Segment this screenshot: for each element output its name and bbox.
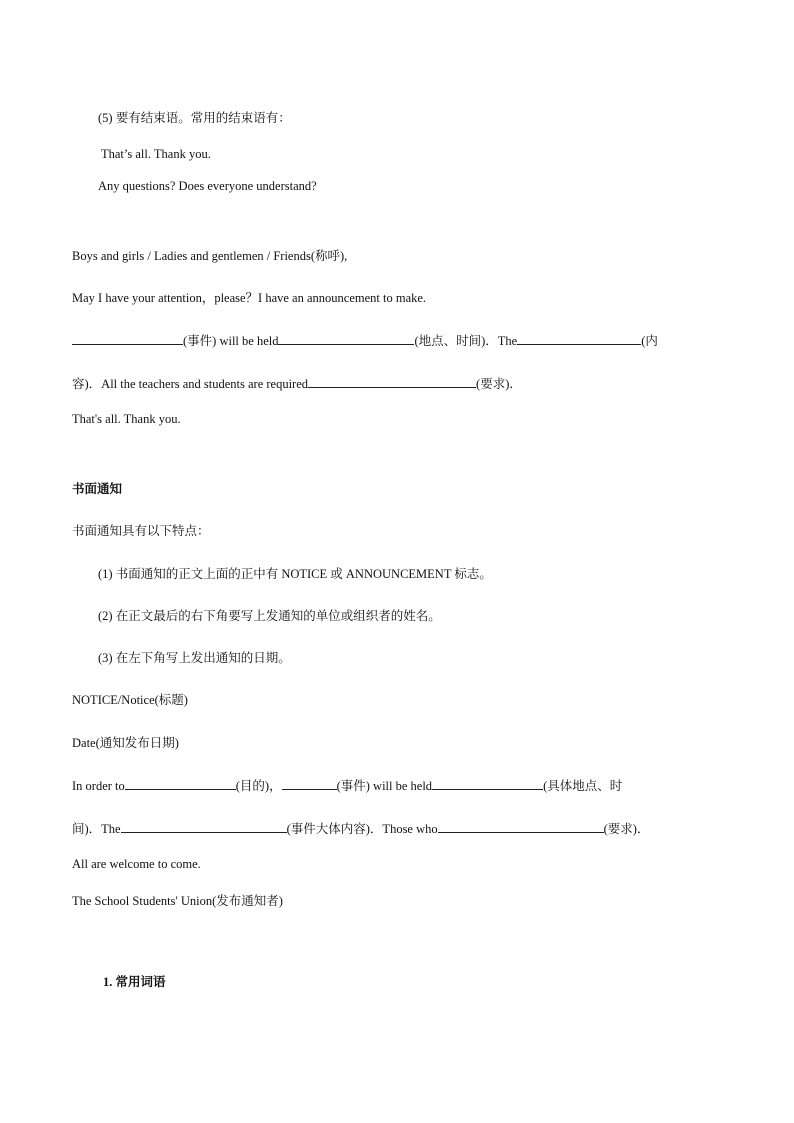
spoken-template-line-3 — [72, 332, 658, 349]
written-point-3: (3) 在左下角写上发出通知的日期。 — [98, 651, 291, 665]
requirement-lead: 容)．All the teachers and students are required — [72, 377, 309, 391]
requirement-label: (要求)． — [476, 377, 522, 391]
written-point-2: (2) 在正文最后的右下角要写上发通知的单位或组织者的姓名。 — [98, 609, 441, 623]
spoken-closing: That's all. Thank you. — [72, 412, 181, 426]
written-notice-heading: 书面通知 — [72, 482, 123, 496]
event-label: (事件) will be held — [336, 779, 433, 793]
welcome-line: All are welcome to come. — [72, 857, 201, 871]
ending-phrase-2: Any questions? Does everyone understand? — [98, 179, 317, 193]
point-5: (5) 要有结束语。常用的结束语有： — [98, 111, 291, 125]
attention-line: May I have your attention，please？I have an announcement to make. — [72, 291, 427, 305]
blank-requirement[interactable] — [438, 820, 604, 833]
blank-content[interactable] — [121, 820, 287, 833]
spoken-template-line-4 — [72, 375, 522, 392]
ending-phrase-1: That’s all. Thank you. — [101, 147, 211, 161]
place-time-label: (地点、时间)．The — [414, 334, 518, 348]
notice-title-line: NOTICE/Notice(标题) — [72, 693, 188, 707]
section-heading: 1. 常用词语 — [103, 975, 166, 989]
signer-line: The School Students' Union(发布通知者) — [72, 894, 283, 908]
requirement-label: (要求)． — [603, 822, 650, 836]
notice-date-line: Date(通知发布日期) — [72, 736, 179, 750]
written-template-line-3 — [72, 777, 622, 794]
blank-place-time[interactable] — [278, 332, 414, 345]
written-notice-intro: 书面通知具有以下特点： — [72, 524, 210, 538]
blank-place[interactable] — [432, 777, 543, 790]
content-label: (内 — [641, 334, 658, 348]
content-lead: 间)．The — [72, 822, 121, 836]
content-label: (事件大体内容)．Those who — [286, 822, 438, 836]
blank-purpose[interactable] — [125, 777, 236, 790]
blank-requirement[interactable] — [308, 375, 476, 388]
event-label: (事件) will be held — [183, 334, 279, 348]
blank-event[interactable] — [282, 777, 337, 790]
purpose-label: (目的)， — [235, 779, 282, 793]
place-label: (具体地点、时 — [543, 779, 623, 793]
blank-content[interactable] — [517, 332, 641, 345]
blank-event[interactable] — [72, 332, 183, 345]
written-point-1: (1) 书面通知的正文上面的正中有 NOTICE 或 ANNOUNCEMENT 标志。 — [98, 567, 492, 581]
purpose-lead: In order to — [72, 779, 125, 793]
greeting-line: Boys and girls / Ladies and gentlemen / Friends(称呼), — [72, 249, 348, 263]
written-template-line-4 — [72, 820, 649, 837]
